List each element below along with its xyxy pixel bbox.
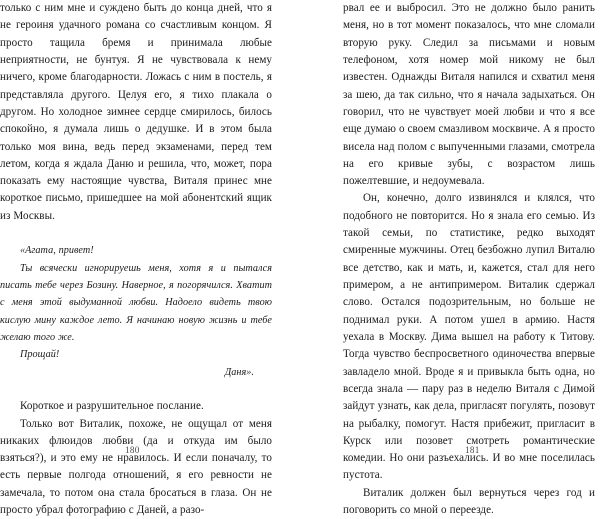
letter-signature: Даня». [0, 364, 272, 381]
letter-farewell: Прощай! [0, 346, 272, 363]
left-page-textblock [0, 0, 272, 519]
paragraph: Он, конечно, долго извинялся и клялся, что подобного не повторится. Но я знала его семью. Из такой семьи, по статистике, редко выходят смиренные мужчины. Отец безбожно лупил Виталю все детство, как и мать, и, кажется, стал для него примером, а не антипримером. Виталик сдержал слово. Остался подозрительным, но больше не поднимал руки. А потом ушел в армию. Настя уехала в Москву. Дима вышел на работу к Титову. Тогда чувство беспросветного одиночества впервые завладело мной. Вроде я и привыкла быть одна, но всегда знала — пару раз в неделю Виталя с Димой зайдут узнать, как дела, пригласят погулять, позовут на рыбалку, помогут. Настя прибежит, пригласит в Курск или позовет смотреть романтические комедии. Но они разъехались. И во мне поселилась пустота. [343, 190, 595, 484]
letter-body: Ты всячески игнорируешь меня, хотя я и пытался писать тебе через Бозину. Наверное, я погорячился. Хватит с меня этой выдуманной любви. Надоело видеть твою кислую мину каждое лето. Я начинаю новую жизнь и тебе желаю того же. [0, 260, 272, 347]
paragraph: Только вот Виталик, похоже, не ощущал от меня никаких флюидов любви (да и откуда им было взяться?), и это ему не нравилось. И если поначалу, то есть первые полгода отношений, я его ревности не замечала, то потом она стала бросаться в глаза. Он не просто убрал фотографию с Даней, а разо- [0, 416, 272, 519]
inset-letter [0, 242, 272, 381]
page-left [0, 0, 300, 464]
paragraph-continued: рвал ее и выбросил. Это не должно было ранить меня, но в тот момент показалось, что мне сломали вторую руку. Следил за письмами и новым телефоном, хотя номер мой никому не был известен. Однажды Виталя напился и схватил меня за шею, да так сильно, что я начала задыхаться. Он говорил, что не чувствует моей любви и что я все еще думаю о своем смазливом москвиче. А я просто висела над полом с выпученными глазами, смотрела на его кривые зубы, с возрастом лишь пожелтевшие, и недоумевала. [343, 0, 595, 190]
spacer [0, 381, 272, 398]
page-number-right: 181 [465, 444, 480, 456]
spacer [0, 225, 272, 242]
paragraph: Виталик должен был вернуться через год и поговорить со мной о переезде. [343, 485, 595, 519]
paragraph-continued: только с ним мне и суждено быть до конца дней, что я не героиня удачного романа со счастливым концом. Я просто тащила бремя и принимала любые неприятности, не бунтуя. Я не чувствовала к нему ничего, кроме благодарности. Ложась с ним в постель, я представляла другого. Целуя его, я тихо плакала о другом. Но холодное зимнее сердце смирилось, билось спокойно, я думала лишь о дедушке. И в этом была только моя вина, ведь перед экзаменами, перед тем летом, когда я ждала Даню и решила, что, может, пора показать ему настоящие чувства, Виталя принес мне короткое письмо, пришедшее на мой абонентский ящик из Москвы. [0, 0, 272, 225]
letter-salutation: «Агата, привет! [0, 242, 272, 259]
paragraph: Короткое и разрушительное послание. [0, 398, 272, 415]
right-page-textblock [343, 0, 595, 519]
page-number-left: 180 [125, 444, 140, 456]
page-right [300, 0, 600, 464]
